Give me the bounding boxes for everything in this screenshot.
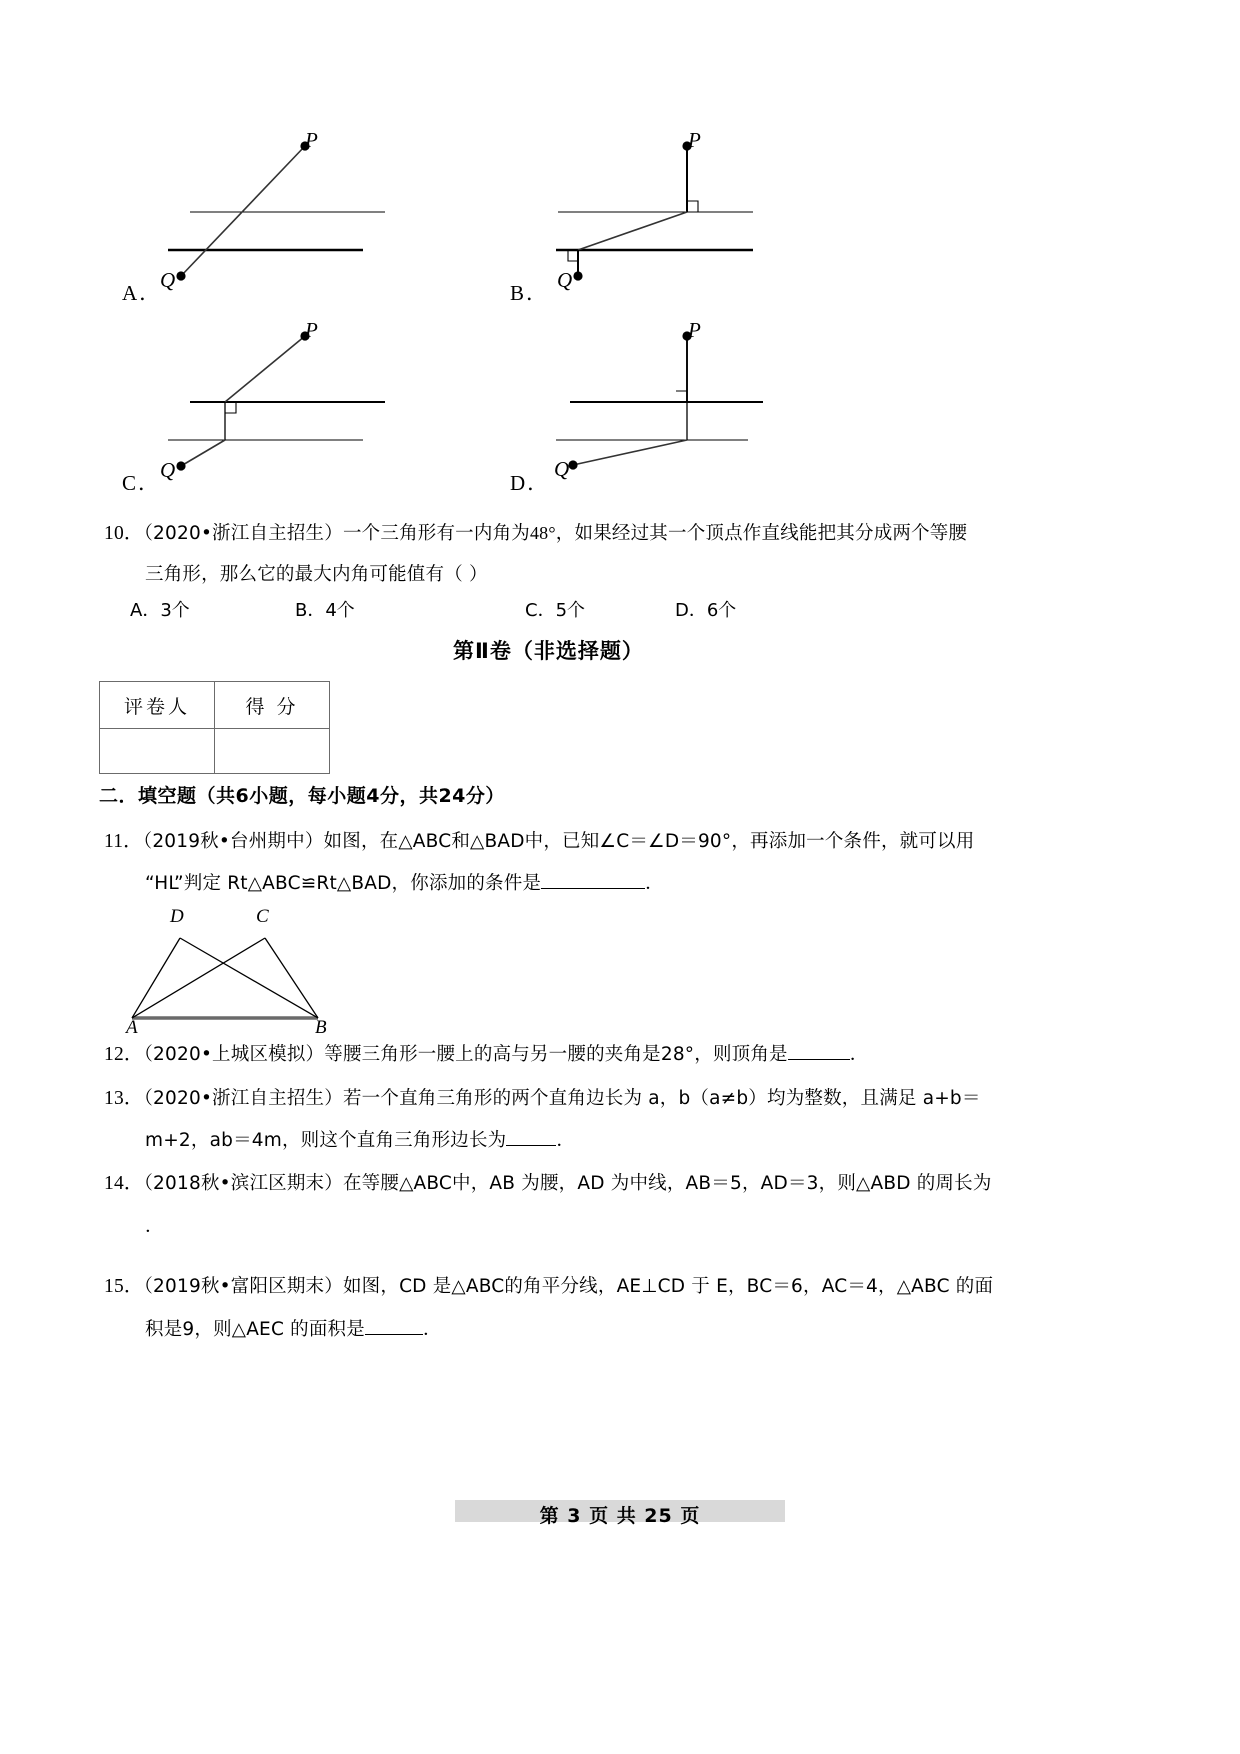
question-14-source: （2018秋•滨江区期末） — [143, 1173, 343, 1194]
question-10-line-1 — [104, 518, 967, 549]
choice-d-label[interactable]: D． — [510, 471, 551, 495]
choice-b-figure — [548, 120, 848, 295]
question-10-option-a[interactable]: A．3个 — [130, 600, 190, 621]
question-15-source: （2019秋•富阳区期末） — [143, 1276, 343, 1297]
question-11-vertex-d-label: D — [170, 906, 186, 927]
question-10-number: 10． — [104, 523, 144, 544]
question-10-text-part1: 一个三角形有一内角为 — [342, 523, 530, 544]
question-15-line-1 — [104, 1272, 993, 1302]
choice-b-label[interactable]: B． — [510, 281, 550, 305]
question-12-text: 等腰三角形一腰上的高与另一腰的夹角是28°，则顶角是 — [324, 1044, 788, 1065]
question-13-text-part2: m+2，ab＝4m，则这个直角三角形边长为 — [145, 1130, 507, 1151]
score-table-input-row — [100, 729, 330, 774]
question-10-text-part2: ，如果经过其一个顶点作直线能把其分成两个等腰 — [555, 523, 968, 544]
choice-d-figure — [548, 310, 848, 485]
choice-d-point-q-label: Q — [554, 457, 572, 481]
question-11-answer-blank[interactable] — [541, 871, 645, 889]
choice-a-figure — [120, 120, 420, 295]
question-11-line-2 — [145, 869, 664, 899]
question-15-answer-blank[interactable] — [365, 1317, 423, 1335]
question-15-text: 如图，CD 是△ABC的角平分线，AE⊥CD 于 E，BC＝6，AC＝4，△ABC 的面 — [342, 1276, 994, 1297]
question-13-number: 13． — [104, 1088, 144, 1109]
choice-c-figure — [120, 310, 420, 485]
choice-b-point-p-label: P — [688, 128, 703, 152]
question-11-source: （2019秋•台州期中） — [142, 831, 324, 852]
page-number-footer: 第 3 页 共 25 页 — [539, 1505, 701, 1527]
choice-d-point-p-label: P — [688, 318, 703, 342]
choice-c-point-q-label: Q — [160, 458, 178, 482]
choice-b-point-q-label: Q — [557, 268, 575, 292]
question-11-period: ． — [645, 873, 664, 894]
question-11-vertex-a-label: A — [126, 1017, 140, 1038]
question-15-period: ． — [422, 1319, 442, 1340]
question-11-vertex-c-label: C — [256, 906, 271, 927]
question-11-vertex-b-label: B — [315, 1017, 329, 1038]
volume-2-heading: 第Ⅱ卷（非选择题） — [453, 639, 644, 663]
score-table-grader-header: 评卷人 — [100, 682, 215, 729]
question-10-options — [130, 596, 736, 622]
question-15-number: 15． — [104, 1276, 144, 1297]
question-11-text-part2: “HL”判定 Rt△ABC≌Rt△BAD，你添加的条件是 — [145, 873, 542, 894]
score-table-score-header: 得 分 — [215, 682, 330, 729]
question-14-number: 14． — [104, 1173, 144, 1194]
question-12-answer-blank[interactable] — [788, 1042, 850, 1060]
score-table-header-row — [100, 682, 330, 729]
score-table-score-cell[interactable] — [215, 729, 330, 774]
question-14-text: 在等腰△ABC中，AB 为腰，AD 为中线，AB＝5，AD＝3，则△ABD 的周长为 — [342, 1173, 992, 1194]
question-11-line-1 — [104, 827, 974, 857]
question-12-source: （2020•上城区模拟） — [143, 1044, 325, 1065]
question-13-answer-blank[interactable] — [506, 1128, 556, 1146]
question-12-line-1 — [104, 1040, 868, 1070]
choice-c-point-p-label: P — [305, 318, 320, 342]
question-12-period: ． — [849, 1044, 869, 1065]
question-11-figure — [118, 900, 358, 1038]
question-10-line-2: 三角形，那么它的最大内角可能值有（ ） — [145, 564, 488, 585]
question-13-line-2 — [145, 1126, 575, 1156]
question-10-source: （2020•浙江自主招生） — [143, 523, 343, 544]
question-10-option-d[interactable]: D．6个 — [675, 600, 737, 621]
question-13-source: （2020•浙江自主招生） — [143, 1088, 343, 1109]
question-11-text: 如图，在△ABC和△BAD中，已知∠C＝∠D＝90°，再添加一个条件，就可以用 — [323, 831, 975, 852]
choice-a-point-p-label: P — [305, 128, 320, 152]
question-11-number: 11． — [104, 831, 143, 852]
question-10-angle-value: 48° — [529, 523, 556, 543]
choice-c-label[interactable]: C． — [122, 471, 162, 495]
score-table-grader-cell[interactable] — [100, 729, 215, 774]
section-heading-fill-in-blanks: 二．填空题（共6小题，每小题4分，共24分） — [99, 785, 505, 807]
question-13-line-1 — [104, 1084, 981, 1114]
question-15-line-2 — [145, 1315, 442, 1345]
choice-a-label[interactable]: A． — [122, 281, 163, 305]
question-14-line-1 — [104, 1169, 992, 1199]
question-15-text-part2: 积是9，则△AEC 的面积是 — [145, 1319, 365, 1340]
question-13-period: ． — [556, 1130, 576, 1151]
question-10-option-c[interactable]: C．5个 — [525, 600, 586, 621]
question-12-number: 12． — [104, 1044, 144, 1065]
grader-score-table — [99, 681, 330, 774]
question-10-option-b[interactable]: B．4个 — [295, 600, 355, 621]
choice-a-point-q-label: Q — [160, 268, 178, 292]
question-14-line-2: ． — [145, 1216, 164, 1237]
question-13-text: 若一个直角三角形的两个直角边长为 a，b（a≠b）均为整数，且满足 a+b＝ — [342, 1088, 981, 1109]
